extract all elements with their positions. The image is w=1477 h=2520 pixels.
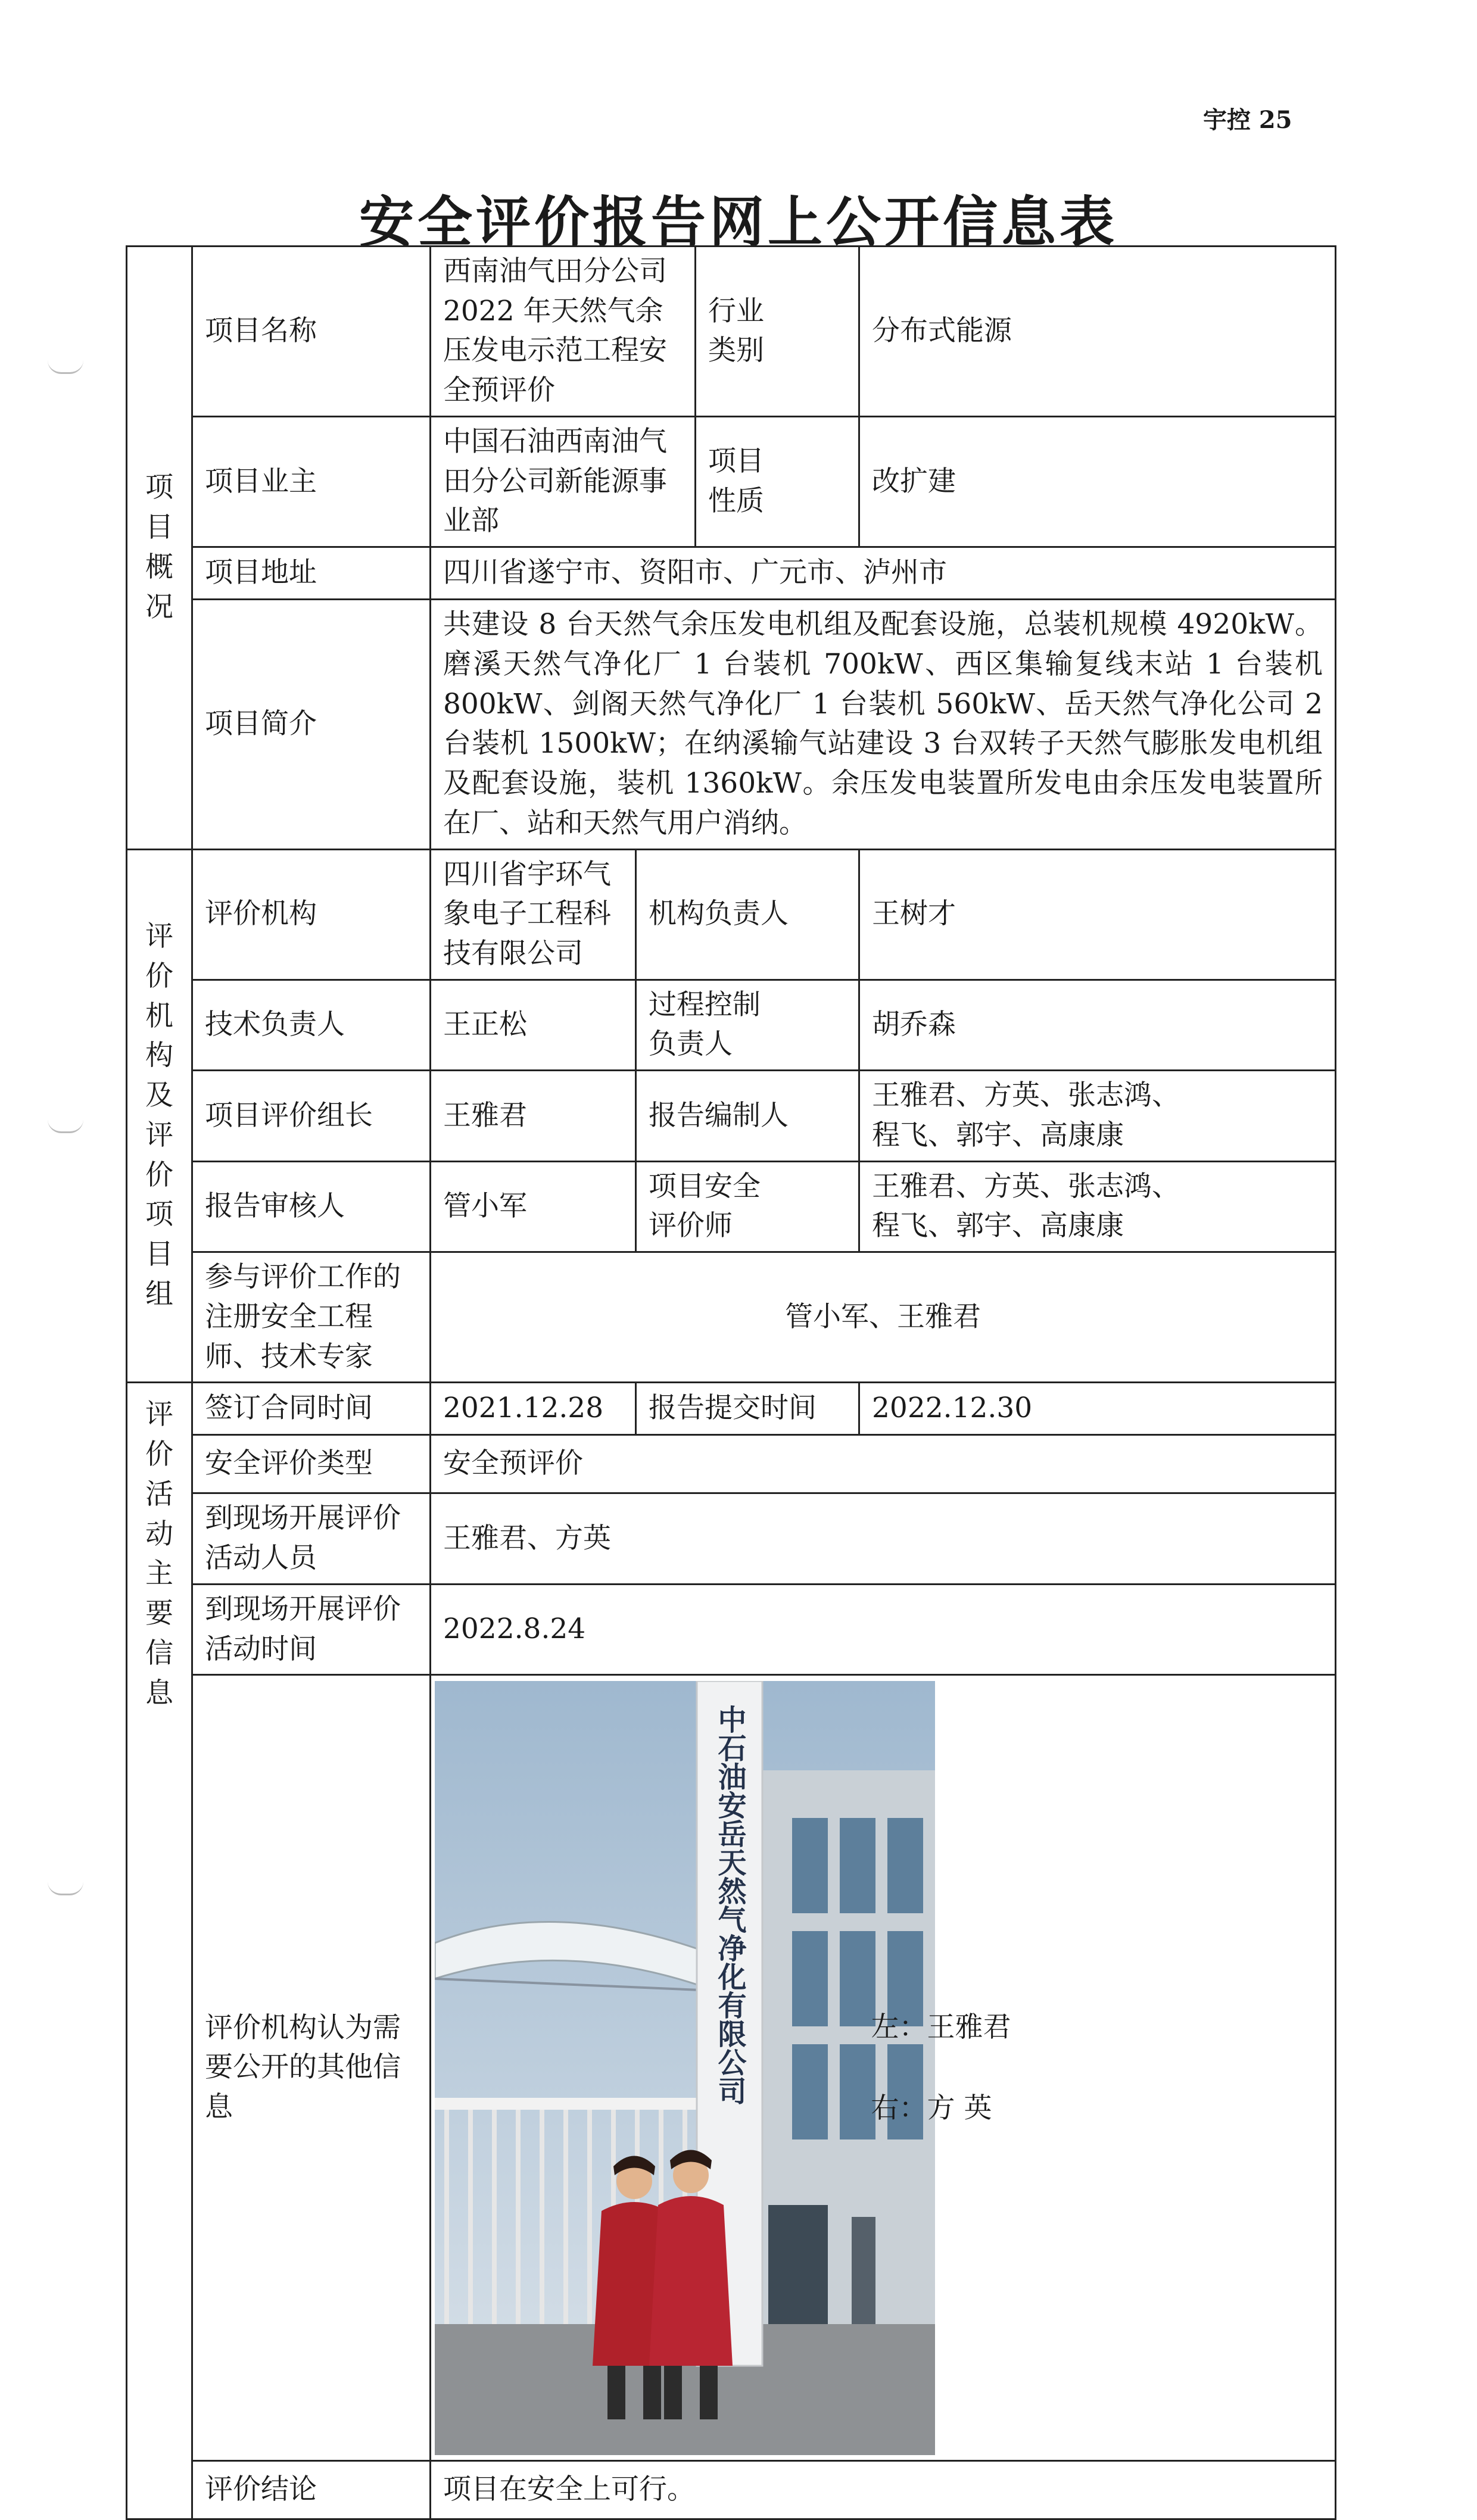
- scan-mark: [48, 360, 83, 374]
- label-tech-head: 技术负责人: [192, 980, 431, 1070]
- label-onsite-people: 到现场开展评价活动人员: [192, 1493, 431, 1584]
- row-conclusion: [127, 2461, 1336, 2519]
- row-agency: [127, 849, 1336, 980]
- label-owner: 项目业主: [192, 416, 431, 547]
- document-code: 宇控 25: [1203, 106, 1292, 134]
- value-owner: 中国石油西南油气田分公司新能源事业部: [431, 416, 696, 547]
- row-other-info: [127, 1675, 1336, 2461]
- row-project-owner: [127, 416, 1336, 547]
- label-reviewer: 报告审核人: [192, 1161, 431, 1252]
- row-onsite-time: [127, 1584, 1336, 1674]
- value-industry: 分布式能源: [859, 247, 1336, 417]
- section-activity: 评价活动主要信息: [127, 1383, 192, 2519]
- page-title: 安全评价报告网上公开信息表: [359, 191, 1118, 254]
- value-tech-head: 王正松: [431, 980, 636, 1070]
- row-project-address: [127, 547, 1336, 600]
- value-process-head: 胡乔森: [859, 980, 1336, 1070]
- label-eval-type: 安全评价类型: [192, 1435, 431, 1493]
- section-org: 评价机构及评价项目组: [127, 849, 192, 1383]
- scan-mark: [48, 1119, 83, 1133]
- value-address: 四川省遂宁市、资阳市、广元市、泸州市: [431, 547, 1336, 600]
- label-address: 项目地址: [192, 547, 431, 600]
- photo-caption-left: 左：王雅君: [871, 2010, 1011, 2044]
- photo-caption-right: 右：方 英: [871, 2091, 992, 2125]
- value-onsite-time: 2022.8.24: [431, 1584, 1336, 1674]
- photo-sign: 中石油安岳天然气净化有限公司: [713, 1704, 746, 2105]
- photo-cell: [431, 1675, 859, 2461]
- label-safety-assessor: 项目安全评价师: [636, 1161, 859, 1252]
- row-reviewer: [127, 1161, 1336, 1252]
- row-experts: [127, 1252, 1336, 1383]
- label-conclusion: 评价结论: [192, 2461, 431, 2519]
- label-agency: 评价机构: [192, 849, 431, 980]
- label-other-info: 评价机构认为需要公开的其他信息: [192, 1675, 431, 2461]
- row-leader: [127, 1071, 1336, 1161]
- info-table: [126, 245, 1336, 2520]
- value-conclusion: 项目在安全上可行。: [431, 2461, 1336, 2519]
- value-experts: 管小军、王雅君: [431, 1252, 1336, 1383]
- row-contract: [127, 1383, 1336, 1435]
- value-project-name: 西南油气田分公司 2022 年天然气余压发电示范工程安全预评价: [431, 247, 696, 417]
- value-team-leader: 王雅君: [431, 1071, 636, 1161]
- label-contract-date: 签订合同时间: [192, 1383, 431, 1435]
- value-safety-assessor: 王雅君、方英、张志鸿、程飞、郭宇、高康康: [859, 1161, 1336, 1252]
- value-agency: 四川省宇环气象电子工程科技有限公司: [431, 849, 636, 980]
- label-nature: 项目性质: [696, 416, 859, 547]
- value-nature: 改扩建: [859, 416, 1336, 547]
- value-reviewer: 管小军: [431, 1161, 636, 1252]
- value-onsite-people: 王雅君、方英: [431, 1493, 1336, 1584]
- value-submit-date: 2022.12.30: [859, 1383, 1336, 1435]
- section-overview: 项目概况: [127, 247, 192, 850]
- scan-mark: [48, 1882, 83, 1895]
- label-agency-head: 机构负责人: [636, 849, 859, 980]
- row-project-name: [127, 247, 1336, 417]
- label-submit-date: 报告提交时间: [636, 1383, 859, 1435]
- label-industry: 行业类别: [696, 247, 859, 417]
- label-onsite-time: 到现场开展评价活动时间: [192, 1584, 431, 1674]
- value-agency-head: 王树才: [859, 849, 1336, 980]
- label-process-head: 过程控制负责人: [636, 980, 859, 1070]
- site-photo: [435, 1681, 935, 2455]
- label-report-writer: 报告编制人: [636, 1071, 859, 1161]
- label-team-leader: 项目评价组长: [192, 1071, 431, 1161]
- label-experts: 参与评价工作的注册安全工程师、技术专家: [192, 1252, 431, 1383]
- value-report-writer: 王雅君、方英、张志鸿、程飞、郭宇、高康康: [859, 1071, 1336, 1161]
- row-onsite-people: [127, 1493, 1336, 1584]
- value-intro: 共建设 8 台天然气余压发电机组及配套设施，总装机规模 4920kW。磨溪天然气净化厂 1 台装机 700kW、西区集输复线末站 1 台装机 800kW、剑阁天然气净化厂 1 台装机 560kW、岳天然气净化公司 2 台装机 1500kW；在纳溪输气站建设 3 台双转子天然气膨胀发电机组及配套设施，装机 1360kW。余压发电装置所发电由余压发电装置所在厂、站和天然气用户消纳。: [431, 600, 1336, 849]
- row-type: [127, 1435, 1336, 1493]
- row-tech: [127, 980, 1336, 1070]
- value-eval-type: 安全预评价: [431, 1435, 1336, 1493]
- label-intro: 项目简介: [192, 600, 431, 849]
- value-contract-date: 2021.12.28: [431, 1383, 636, 1435]
- label-project-name: 项目名称: [192, 247, 431, 417]
- row-project-intro: [127, 600, 1336, 849]
